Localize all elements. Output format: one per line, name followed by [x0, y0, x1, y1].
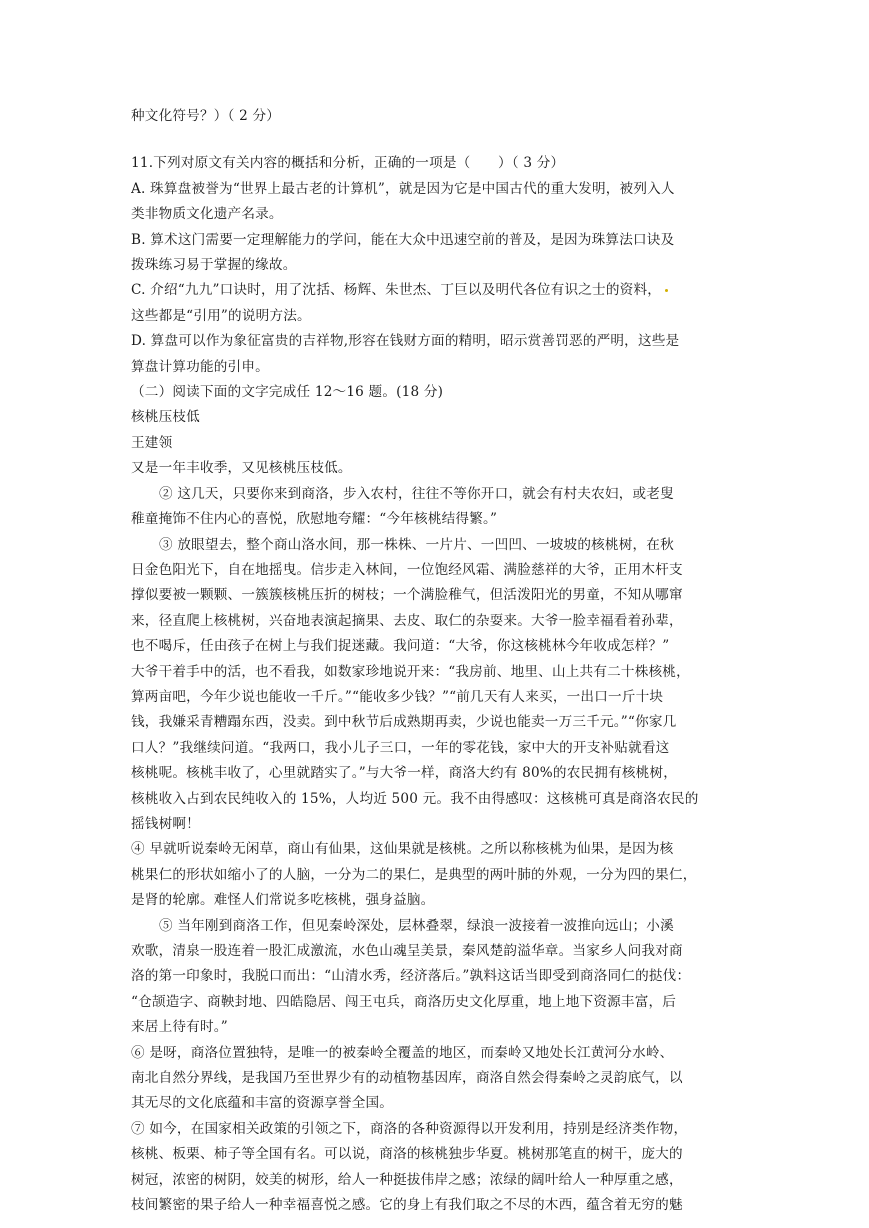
paragraph-5-cont: 来居上待有时。” — [131, 1019, 228, 1036]
paragraph-5-cont: 欢歌，清泉一股连着一股汇成激流，水色山魂呈美景，秦风楚韵溢华章。当家乡人问我对商 — [131, 943, 683, 959]
option-b-cont: 拨珠练习易于掌握的缘故。 — [131, 257, 297, 274]
paragraph-6-cont: 南北自然分界线，是我国乃至世界少有的动植物基因库，商洛自然会得秦岭之灵韵底气，以 — [131, 1070, 683, 1087]
spacer — [131, 129, 737, 151]
yellow-dot-mark — [665, 289, 668, 292]
paragraph-3: ③ 放眼望去，整个商山洛水间，那一株株、一片片、一凹凹、一坡坡的核桃树，在秋 — [159, 536, 674, 553]
article-title: 核桃压枝低 — [131, 409, 200, 426]
paragraph-3-cont: 核桃收入占到农民纯收入的 15%，人均近 500 元。我不由得感叹：这核桃可真是商洛农民的 — [131, 790, 699, 807]
paragraph-4: ④ 早就听说秦岭无闲草，商山有仙果，这仙果就是核桃。之所以称核桃为仙果，是因为核 — [131, 841, 674, 858]
paragraph-3-cont: 钱，我嫌采青糟蹋东西，没卖。到中秋节后成熟期再卖，少说也能卖一万三千元。”“你家几 — [131, 714, 677, 731]
paragraph-3-cont: 核桃呢。核桃丰收了，心里就踏实了。”与大爷一样，商洛大约有 80%的农民拥有核桃树， — [131, 765, 678, 782]
paragraph-1: 又是一年丰收季，又见核桃压枝低。 — [131, 460, 352, 477]
option-a-cont: 类非物质文化遗产名录。 — [131, 206, 283, 223]
paragraph-3-cont: 也不喝斥，任由孩子在树上与我们捉迷藏。我问道：“大爷，你这核桃林今年收成怎样？” — [131, 638, 670, 655]
paragraph-4-cont: 是肾的轮廓。难怪人们常说多吃核桃，强身益脑。 — [131, 892, 435, 909]
option-a: A. 珠算盘被誉为“世界上最古老的计算机”，就是因为它是中国古代的重大发明，被列入人 — [131, 180, 675, 197]
section-heading: （二）阅读下面的文字完成任 12～16 题。(18 分) — [131, 384, 444, 401]
paragraph-3-cont: 算两亩吧，今年少说也能收一千斤。”“能收多少钱？”“前几天有人来买，一出口一斤十块 — [131, 688, 664, 705]
paragraph-5-cont: 洛的第一印象时，我脱口而出：“山清水秀，经济落后。”孰料这话当即受到商洛同仁的挞伐： — [131, 968, 691, 985]
paragraph-5: ⑤ 当年刚到商洛工作，但见秦岭深处，层林叠翠，绿浪一波接着一波推向远山；小溪 — [159, 917, 674, 934]
paragraph-3-cont: 摇钱树啊！ — [131, 815, 200, 832]
paragraph-5-cont: “仓颉造字、商鞅封地、四皓隐居、闯王屯兵，商洛历史文化厚重，地上地下资源丰富，后 — [131, 993, 677, 1010]
paragraph-7: ⑦ 如今，在国家相关政策的引领之下，商洛的各种资源得以开发利用，持别是经济类作物， — [131, 1120, 688, 1137]
text-line: 种文化符号？）（ 2 分） — [131, 108, 281, 124]
option-d-cont: 算盘计算功能的引申。 — [131, 358, 269, 375]
paragraph-6-cont: 其无尽的文化底蕴和丰富的资源享誉全国。 — [131, 1095, 394, 1112]
option-c-cont: 这些都是“引用”的说明方法。 — [131, 307, 311, 324]
paragraph-6: ⑥ 是呀，商洛位置独特，是唯一的被秦岭全覆盖的地区，而秦岭又地处长江黄河分水岭、 — [131, 1044, 674, 1061]
paragraph-3-cont: 大爷干着手中的活，也不看我，如数家珍地说开来：“我房前、地里、山上共有二十株核桃， — [131, 663, 690, 680]
question-heading: 11.下列对原文有关内容的概括和分析，正确的一项是（ ）（ 3 分） — [131, 155, 565, 172]
paragraph-3-cont: 来，径直爬上核桃树，兴奋地表演起摘果、去皮、取仁的杂耍来。大爷一脸幸福看着孙辈， — [131, 612, 683, 629]
paragraph-2-cont: 稚童掩饰不住内心的喜悦，欣慰地夸耀：“今年核桃结得繁。” — [131, 511, 498, 528]
paragraph-2: ② 这几天，只要你来到商洛，步入农村，往往不等你开口，就会有村夫农妇，或老叟 — [159, 485, 674, 502]
option-b: B. 算术这门需要一定理解能力的学问，能在大众中迅速空前的普及，是因为珠算法口诀及 — [131, 231, 675, 248]
option-c — [131, 278, 737, 303]
paragraph-7-cont: 核桃、板栗、柿子等全国有名。可以说，商洛的核桃独步华夏。桃树那笔直的树干，庞大的 — [131, 1146, 683, 1163]
option-d: D. 算盘可以作为象征富贵的吉祥物,形容在钱财方面的精明，昭示赏善罚恶的严明，这些是 — [131, 333, 680, 350]
article-author: 王建领 — [131, 434, 173, 451]
paragraph-3-cont: 日金色阳光下，自在地摇曳。信步走入林间，一位饱经风霜、满脸慈祥的大爷，正用木杆支 — [131, 561, 683, 578]
option-c-text: C. 介绍“九九”口诀时，用了沈括、杨辉、朱世杰、丁巨以及明代各位有识之士的资料， — [131, 282, 662, 299]
document-page — [131, 104, 737, 1218]
paragraph-7-cont: 枝间繁密的果子给人一种幸福喜悦之感。它的身上有我们取之不尽的木西，蕴含着无穷的魅 — [131, 1197, 683, 1214]
paragraph-3-cont: 撑似要被一颗颗、一簇簇核桃压折的树枝；一个满脸稚气，但活泼阳光的男童，不知从哪窜 — [131, 587, 683, 604]
paragraph-3-cont: 口人？”我继续问道。“我两口，我小儿子三口，一年的零花钱，家中大的开支补贴就看这 — [131, 739, 670, 756]
paragraph-7-cont: 树冠，浓密的树阴，姣美的树形，给人一种挺拔伟岸之感；浓绿的阔叶给人一种厚重之感， — [131, 1171, 683, 1188]
paragraph-4-cont: 桃果仁的形状如缩小了的人脑，一分为二的果仁，是典型的两叶肺的外观，一分为四的果仁， — [131, 866, 697, 883]
